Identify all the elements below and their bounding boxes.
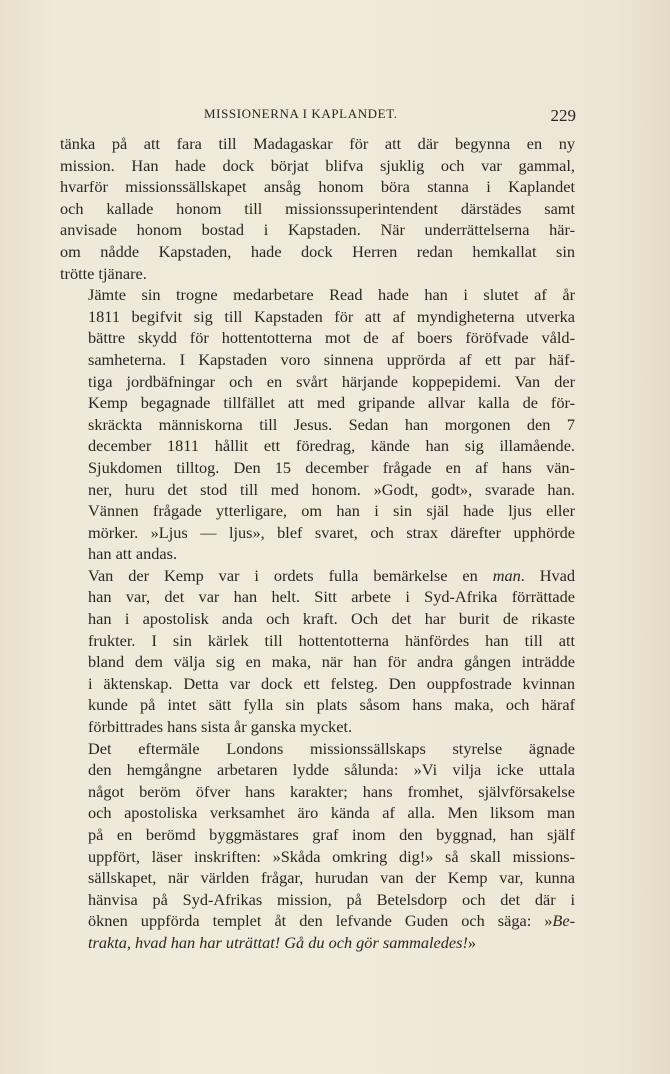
italic-text: Be- xyxy=(552,911,575,931)
text-line: Van der Kemp var i ordets fulla bemärkelse en man. Hvad xyxy=(88,565,575,585)
text-line: på en berömd byggmästares graf inom den byggnad, han själf xyxy=(88,825,575,844)
text-line: bättre skydd för hottentotterna mot de af boers föröfvade våld- xyxy=(88,328,575,348)
text-line: tänka på att fara till Madagaskar för att där begynna en ny xyxy=(60,134,575,153)
text-line: Sjukdomen tilltog. Den 15 december frågade en af hans vän- xyxy=(88,457,575,477)
text-line: han i apostolisk anda och kraft. Och det har burit de rikaste xyxy=(88,609,575,629)
text-line: Jämte sin trogne medarbetare Read hade han i slutet af år xyxy=(88,285,575,305)
paragraph xyxy=(60,133,575,284)
italic-text: man xyxy=(492,565,521,585)
page-number: 229 xyxy=(550,106,576,125)
text-line: december 1811 hållit ett föredrag, kände han sig illamående. xyxy=(88,436,575,456)
text-line: han var, det var han helt. Sitt arbete i Syd-Afrika förrättade xyxy=(88,587,575,607)
body-text xyxy=(60,133,575,954)
running-title: MISSIONERNA I KAPLANDET. xyxy=(204,106,398,121)
text-line: öknen uppförda templet åt den lefvande Guden och säga: »Be- xyxy=(88,911,575,931)
page-header xyxy=(60,104,574,126)
text-line: sällskapet, när världen frågar, hurudan van der Kemp var, kunna xyxy=(88,868,575,888)
text-line: mörker. »Ljus — ljus», blef svaret, och strax därefter upphörde xyxy=(88,522,575,542)
paragraph xyxy=(60,284,575,565)
text-line: mission. Han hade dock börjat blifva sjuklig och var gammal, xyxy=(60,155,575,175)
text-line: om nådde Kapstaden, hade dock Herren redan hemkallat sin xyxy=(60,241,575,261)
text-line: och apostoliska verksamhet äro kända af alla. Men liksom man xyxy=(88,803,575,823)
text-line: frukter. I sin kärlek till hottentotterna hänfördes han till att xyxy=(88,630,575,650)
text-line: hänvisa på Syd-Afrikas mission, på Betelsdorp och det där i xyxy=(88,889,575,909)
text-line: den hemgångne arbetaren lydde sålunda: »Vi vilja icke uttala xyxy=(88,760,575,780)
text-line: uppfört, läser inskriften: »Skåda omkring dig!» så skall missions- xyxy=(88,846,575,866)
text-line: Kemp begagnade tillfället att med gripande allvar kalla de för- xyxy=(88,393,575,413)
text-line: och kallade honom till missionssuperintendent därstädes samt xyxy=(60,198,575,218)
paragraph xyxy=(60,738,575,954)
text-line: förbittrades hans sista år ganska mycket. xyxy=(88,717,353,737)
text-line: trakta, hvad han har uträttat! Gå du och gör sammaledes!» xyxy=(88,932,477,952)
text-line: bland dem välja sig en maka, när han för andra gången inträdde xyxy=(88,652,575,672)
text-line: ner, huru det stod till med honom. »Godt, godt», svarade han. xyxy=(88,479,575,499)
text-line: kunde på intet sätt fylla sin plats såsom hans maka, och häraf xyxy=(88,695,575,715)
text-line: samheterna. I Kapstaden voro sinnena upprörda af ett par häf- xyxy=(88,349,575,369)
text-line: han att andas. xyxy=(88,544,178,564)
italic-text: trakta, hvad han har uträttat! Gå du och gör sammaledes! xyxy=(88,932,468,952)
text-line: hvarför missionssällskapet ansåg honom böra stanna i Kaplandet xyxy=(60,177,575,197)
text-line: trötte tjänare. xyxy=(60,263,147,283)
paragraph xyxy=(60,565,575,738)
text-line: anvisade honom bostad i Kapstaden. När underrättelserna här- xyxy=(60,220,575,240)
text-line: i äktenskap. Detta var dock ett felsteg. Den ouppfostrade kvinnan xyxy=(88,673,575,693)
text-line: något beröm öfver hans karakter; hans fromhet, självförsakelse xyxy=(88,781,575,801)
text-line: skräckta människorna till Jesus. Sedan han morgonen den 7 xyxy=(88,414,575,434)
text-line: Vännen frågade ytterligare, om han i sin själ hade ljus eller xyxy=(88,501,575,521)
text-line: 1811 begifvit sig till Kapstaden för att af myndigheterna utverka xyxy=(88,306,575,326)
text-line: tiga jordbäfningar och en svårt härjande koppepidemi. Van der xyxy=(88,371,575,391)
text-line: Det eftermäle Londons missionssällskaps styrelse ägnade xyxy=(88,738,575,758)
